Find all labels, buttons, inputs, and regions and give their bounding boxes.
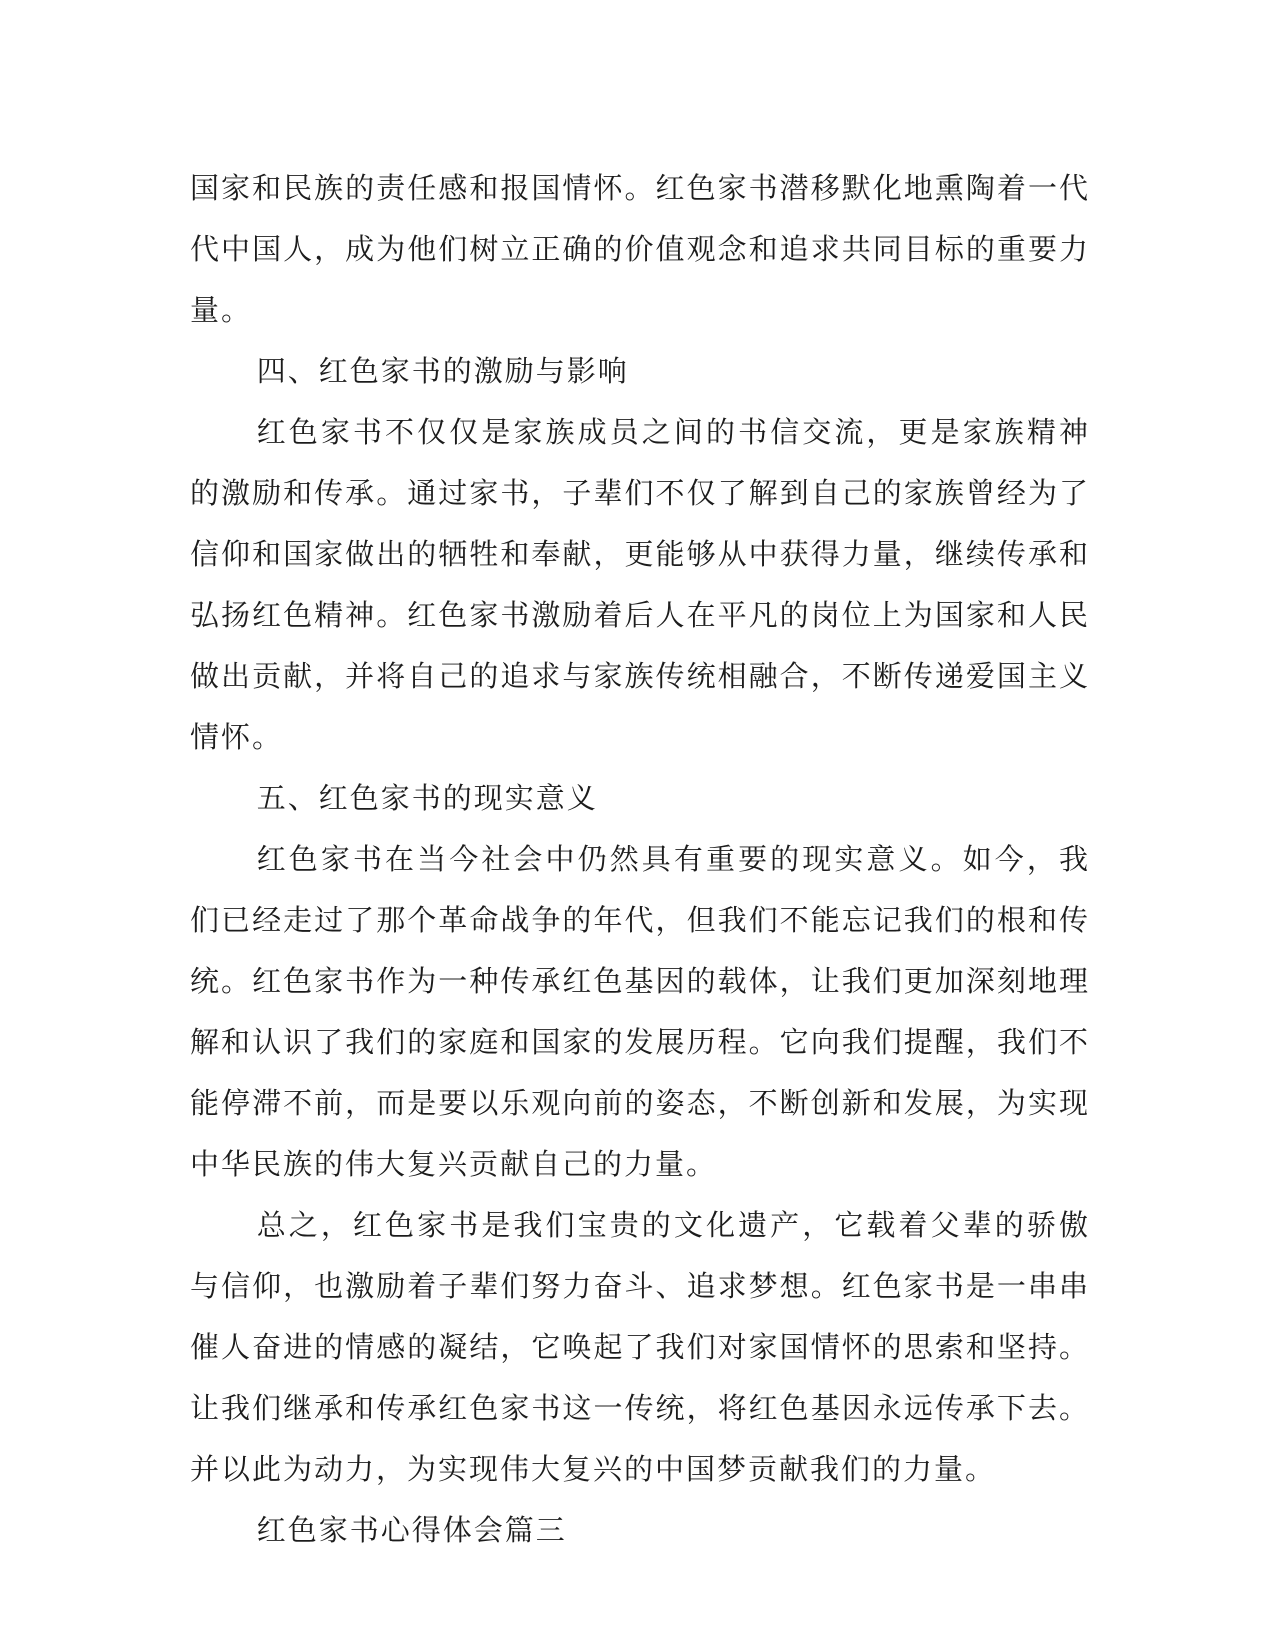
document-body (190, 158, 1090, 1561)
next-article-title: 红色家书心得体会篇三 (256, 1513, 567, 1547)
section-5-paragraph: 红色家书在当今社会中仍然具有重要的现实意义。如今，我们已经走过了那个革命战争的年代，但我们不能忘记我们的根和传统。红色家书作为一种传承红色基因的载体，让我们更加深刻地理解和认识了我们的家庭和国家的发展历程。它向我们提醒，我们不能停滞不前，而是要以乐观向前的姿态，不断创新和发展，为实现中华民族的伟大复兴贡献自己的力量。 (190, 842, 1090, 1181)
continuation-paragraph: 国家和民族的责任感和报国情怀。红色家书潜移默化地熏陶着一代代中国人，成为他们树立正确的价值观念和追求共同目标的重要力量。 (190, 171, 1090, 327)
section-4-paragraph: 红色家书不仅仅是家族成员之间的书信交流，更是家族精神的激励和传承。通过家书，子辈们不仅了解到自己的家族曾经为了信仰和国家做出的牺牲和奉献，更能够从中获得力量，继续传承和弘扬红色精神。红色家书激励着后人在平凡的岗位上为国家和人民做出贡献，并将自己的追求与家族传统相融合，不断传递爱国主义情怀。 (190, 415, 1090, 754)
section-5-heading: 五、红色家书的现实意义 (256, 781, 598, 815)
section-4-heading: 四、红色家书的激励与影响 (256, 354, 629, 388)
conclusion-paragraph: 总之，红色家书是我们宝贵的文化遗产，它载着父辈的骄傲与信仰，也激励着子辈们努力奋斗、追求梦想。红色家书是一串串催人奋进的情感的凝结，它唤起了我们对家国情怀的思索和坚持。让我们继承和传承红色家书这一传统，将红色基因永远传承下去。并以此为动力，为实现伟大复兴的中国梦贡献我们的力量。 (190, 1208, 1090, 1486)
